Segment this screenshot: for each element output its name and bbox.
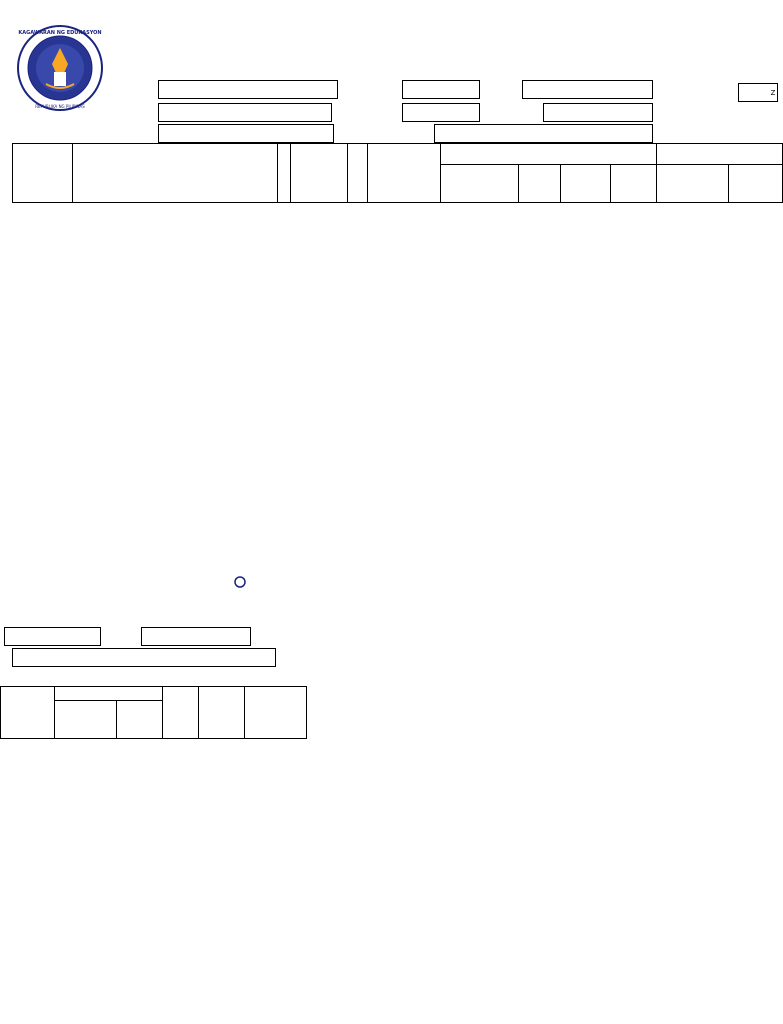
school-id-field [402,80,480,99]
col-guardian [55,687,163,701]
col-father [657,165,729,203]
col-mother-maiden [1,687,55,739]
district-field [522,80,653,99]
semester-field [158,103,332,122]
col-religion [368,144,441,203]
learner-register-table [12,143,783,203]
section-field [158,124,334,143]
svg-text:REPUBLIKA NG PILIPINAS: REPUBLIKA NG PILIPINAS [35,104,85,109]
col-parents [657,144,783,165]
col-birth [291,144,348,203]
deped-logo [218,566,294,604]
col-sex [278,144,291,203]
guardian-table [0,686,307,739]
track-field [12,648,276,667]
svg-text:KAGAWARAN NG EDUKASYON: KAGAWARAN NG EDUKASYON [18,30,102,36]
division-field [4,627,101,646]
col-contact [163,687,199,739]
col-modality [199,687,245,739]
col-lrn [13,144,73,203]
col-address [441,144,657,165]
col-guardian-name [55,701,117,739]
col-remarks [245,687,307,739]
col-barangay [519,165,561,203]
col-relationship [117,701,163,739]
deped-seal-logo [16,24,104,112]
course-field [434,124,653,143]
school-year-field [402,103,480,122]
grade-level-field [543,103,653,122]
division-field-partial: Z [738,83,778,102]
col-municipality [561,165,611,203]
col-house [441,165,519,203]
col-mother [729,165,783,203]
col-province [611,165,657,203]
region-field [141,627,251,646]
col-name [73,144,278,203]
school-name-field [158,80,338,99]
col-age [348,144,368,203]
